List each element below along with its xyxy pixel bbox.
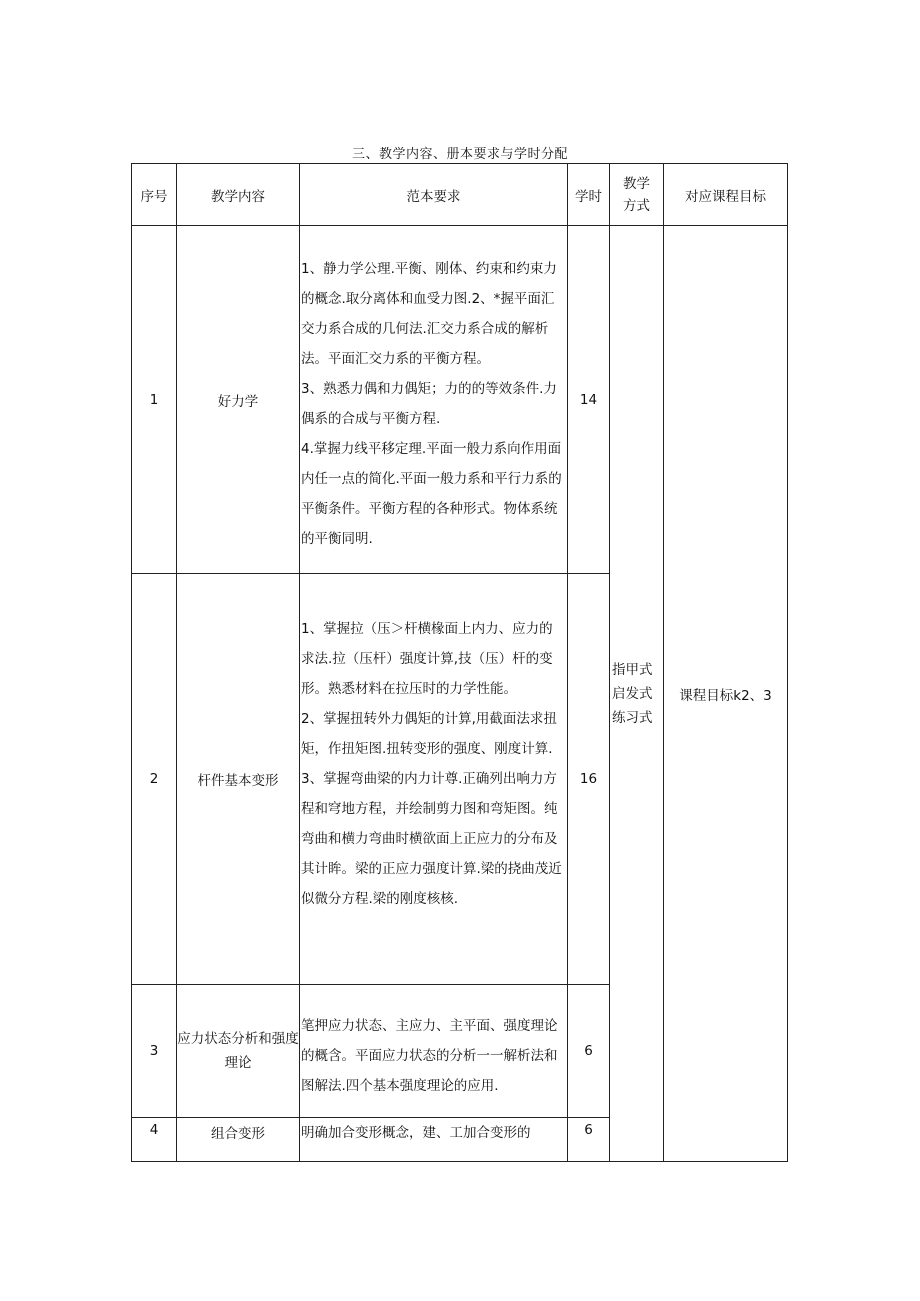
row-content: 杆件基本变形 [177, 574, 300, 985]
syllabus-table [131, 163, 788, 1162]
table-header-row [132, 164, 788, 226]
row-hours: 14 [568, 226, 610, 574]
row-hours: 6 [568, 1118, 610, 1162]
row-content: 应力状态分析和强度理论 [177, 985, 300, 1118]
row-requirements: 1、掌握拉（压＞杆横椽面上内力、应力的求法.拉（压杆）强度计算,技（压）杆的变形。熟悉材料在拉压时的力学性能。 2、掌握扭转外力偶矩的计算,用截面法求扭矩，作扭矩图.扭转变形的强度、刚度计算. 3、掌握弯曲梁的内力计尊.正确列出响力方程和穹地方程，并绘制剪力图和弯矩图。纯弯曲和横力弯曲时横欲面上正应力的分布及其计眸。梁的正应力强度计算.梁的挠曲茂近似微分方程.梁的刚度核核. [300, 574, 568, 985]
row-seq: 1 [132, 226, 177, 574]
row-hours: 6 [568, 985, 610, 1118]
method-cell [610, 226, 664, 1162]
section-title: 三、教学内容、册本要求与学时分配 [351, 147, 568, 162]
row-seq: 4 [132, 1118, 177, 1162]
row-requirements: 1、静力学公理.平衡、刚体、约束和约束力的概念.取分离体和血受力图.2、*握平面汇交力系合成的几何法.汇交力系合成的解析法。平面汇交力系的平衡方程。 3、熟悉力偶和力偶矩；力的的等效条件.力偶系的合成与平衡方程. 4.掌握力线平移定理.平面一般力系向作用面内任一点的简化.平面一般力系和平行力系的平衡条件。平衡方程的各种形式。物体系统的平衡同明. [300, 226, 568, 574]
header-method: 教学方式 [610, 164, 664, 226]
method-line: 指甲式 [612, 661, 653, 678]
row-requirements: 笔押应力状态、主应力、主平面、强度理论的概含。平面应力状态的分析一一解析法和图解法.四个基本强度理论的应用. [300, 985, 568, 1118]
row-content: 组合变形 [177, 1118, 300, 1162]
method-line: 启发式 [612, 685, 653, 702]
row-seq: 3 [132, 985, 177, 1118]
row-requirements: 明确加合变形概念，建、工加合变形的 [300, 1118, 568, 1162]
row-content: 好力学 [177, 226, 300, 574]
table-row [132, 226, 788, 574]
header-hours: 学时 [568, 164, 610, 226]
header-seq: 序号 [132, 164, 177, 226]
row-hours: 16 [568, 574, 610, 985]
header-goal: 对应课程目标 [664, 164, 788, 226]
method-line: 练习式 [612, 709, 653, 726]
header-requirements: 范本要求 [300, 164, 568, 226]
header-content: 教学内容 [177, 164, 300, 226]
row-seq: 2 [132, 574, 177, 985]
goal-cell: 课程目标k2、3 [664, 226, 788, 1162]
